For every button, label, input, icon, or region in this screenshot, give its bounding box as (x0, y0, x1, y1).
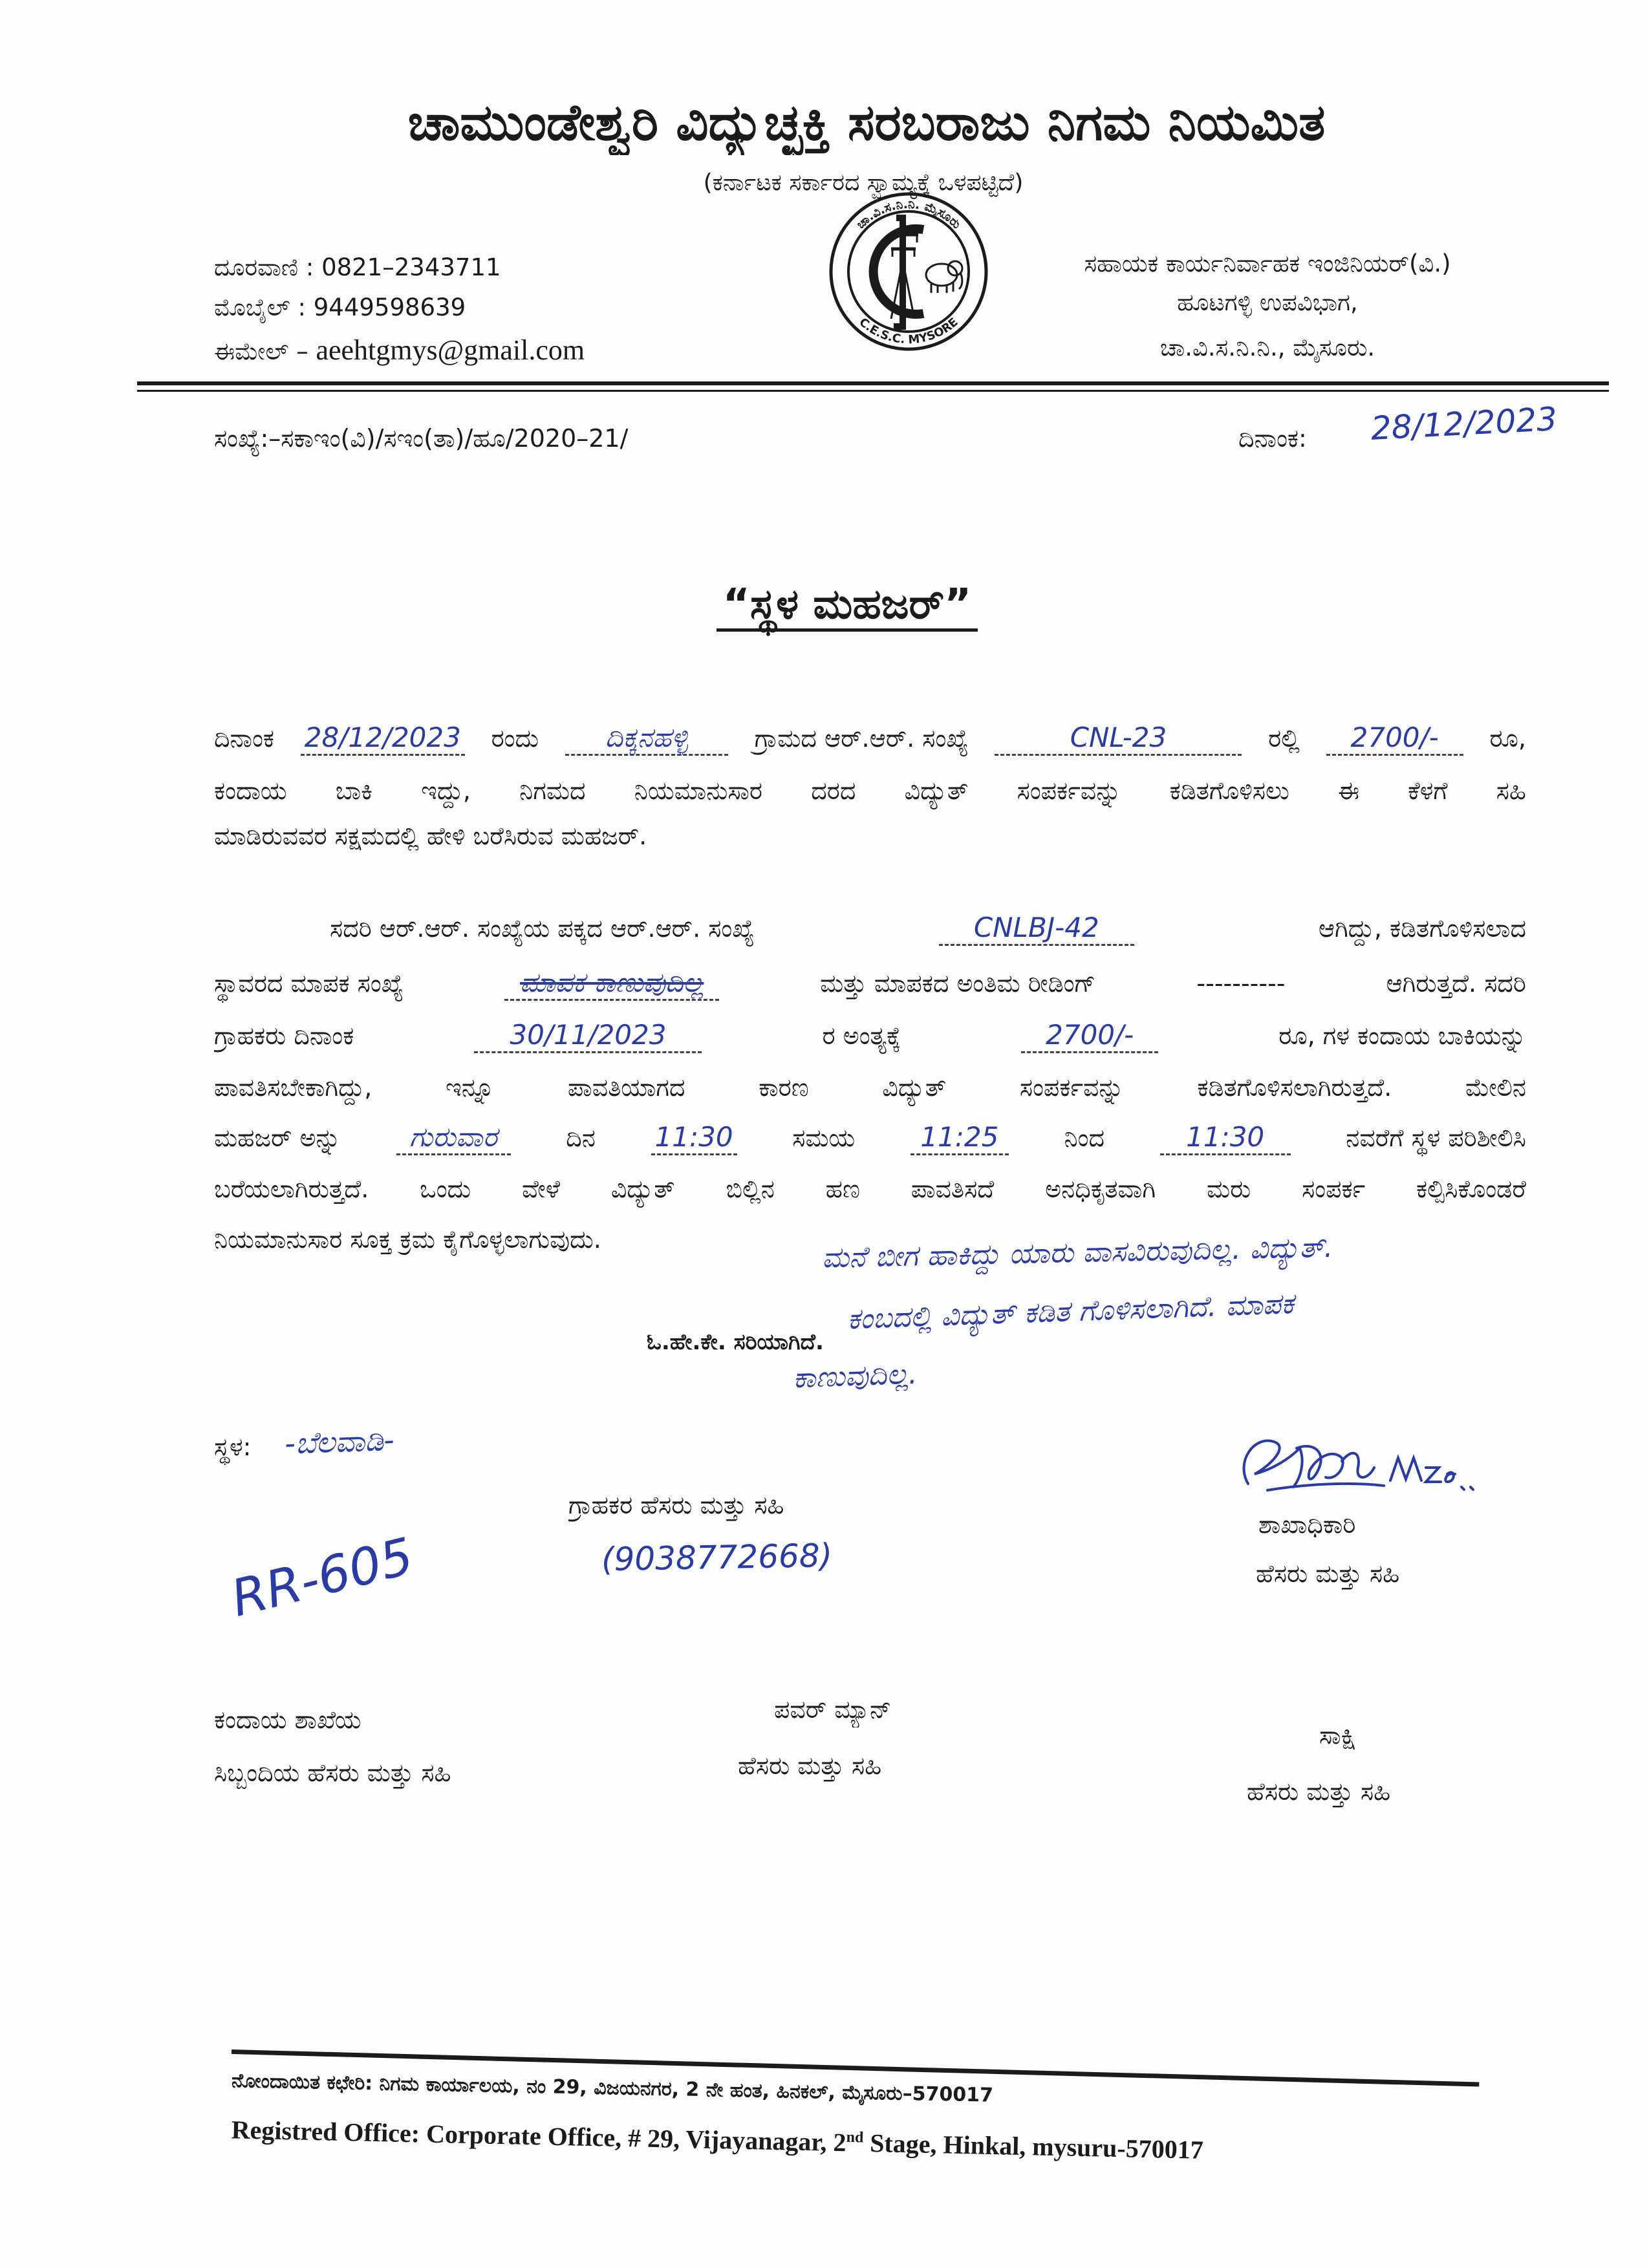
office-designation: ಸಹಾಯಕ ಕಾರ್ಯನಿರ್ವಾಹಕ ಇಂಜಿನಿಯರ್(ವಿ.) (1084, 250, 1451, 277)
email-address: aeehtgmys@gmail.com (316, 334, 585, 366)
para2-text: ರೂ, ಗಳ ಕಂದಾಯ ಬಾಕಿಯನ್ನು (1278, 1022, 1526, 1050)
para2-text: ಆಗಿರುತ್ತದೆ. ಸದರಿ (1386, 969, 1526, 998)
para1-line2: ಕಂದಾಯ ಬಾಕಿ ಇದ್ದು, ನಿಗಮದ ನಿಯಮಾನುಸಾರ ದರದ ವಿದ್ಯುತ್ ಸಂಪರ್ಕವನ್ನು ಕಡಿತಗೊಳಿಸಲು ಈ ಕೆಳಗೆ ಸಹಿ (214, 776, 1526, 805)
witness-title: ಸಾಕ್ಷಿ (1319, 1721, 1357, 1749)
fill-time-from: 11:25 (911, 1121, 1009, 1155)
email-line (214, 331, 796, 370)
section-officer-label: ಹೆಸರು ಮತ್ತು ಸಹಿ (1256, 1559, 1400, 1588)
date-label: ದಿನಾಂಕ: (1238, 424, 1307, 453)
rr-note: RR-605 (226, 1527, 419, 1629)
revenue-staff-title: ಕಂದಾಯ ಶಾಖೆಯ (214, 1706, 361, 1734)
para1-line3: ಮಾಡಿರುವವರ ಸಕ್ಷಮದಲ್ಲಿ ಹೇಳಿ ಬರೆಸಿರುವ ಮಹಜರ್. (214, 822, 647, 850)
fill-time-to: 11:30 (1160, 1121, 1291, 1155)
fill-due-date: 30/11/2023 (474, 1019, 702, 1053)
para1-line1 (214, 718, 1526, 759)
powerman-title: ಪವರ್ ಮ್ಯಾನ್ (774, 1695, 892, 1724)
email-label: ಈಮೇಲ್ – (214, 337, 308, 365)
fill-meter-number-struck: ಮಾಪಕ ಕಾಣುವುದಿಲ್ಲ (504, 967, 719, 1001)
logo-arc-bottom-text: C.E.S.C. MYSORE (856, 315, 961, 347)
para2-text: ಸ್ಥಾವರದ ಮಾಪಕ ಸಂಖ್ಯೆ (214, 969, 404, 998)
remark-line-1: ಮನೆ ಬೀಗ ಹಾಕಿದ್ದು ಯಾರು ವಾಸವಿರುವುದಿಲ್ಲ. ವಿದ್ಯುತ್. (821, 1230, 1333, 1275)
fill-adjacent-rr: CNLBJ-42 (939, 912, 1134, 946)
fill-due-amount: 2700/- (1021, 1019, 1158, 1053)
para2-line1 (330, 908, 1526, 949)
para2-text: ನವರೆಗೆ ಸ್ಥಳ ಪರಿಶೀಲಿಸಿ (1346, 1124, 1526, 1152)
phone-line: ದೂರವಾಣಿ : 0821–2343711 (214, 253, 501, 281)
remark-line-2: ಕಂಬದಲ್ಲಿ ವಿದ್ಯುತ್ ಕಡಿತ ಗೊಳಿಸಲಾಗಿದೆ. ಮಾಪಕ (846, 1287, 1295, 1336)
para1-text: ಗ್ರಾಮದ ಆರ್.ಆರ್. ಸಂಖ್ಯೆ (754, 724, 969, 753)
para2-line3 (214, 1015, 1526, 1056)
document-title (647, 579, 1048, 637)
consumer-phone: (9038772668) (601, 1536, 833, 1579)
footer-en-part2: Stage, Hinkal, mysuru-570017 (863, 2128, 1204, 2165)
para1-text: ರಂದು (491, 724, 539, 753)
para1-text: ದಿನಾಂಕ (214, 724, 275, 753)
footer-registered-office-kannada: ನೋಂದಾಯಿತ ಕಛೇರಿ: ನಿಗಮ ಕಾರ್ಯಾಲಯ, ನಂ 29, ವಿಜಯನಗರ, 2 ನೇ ಹಂತ, ಹಿನಕಲ್, ಮೈಸೂರು–570017 (231, 2070, 994, 2107)
logo-letter-c (874, 229, 923, 314)
para2-text: ನಿಂದ (1064, 1124, 1105, 1152)
organization-name: ಚಾಮುಂಡೇಶ್ವರಿ ವಿದ್ಯುಚ್ಛಕ್ತಿ ಸರಬರಾಜು ನಿಗಮ ನಿಯಮಿತ (407, 94, 1326, 152)
para2-text: ಸಮಯ (792, 1124, 856, 1152)
para2-text: ದಿನ (566, 1124, 596, 1152)
header-rule-thick (137, 381, 1609, 385)
remark-line-3: ಕಾಣುವುದಿಲ್ಲ. (792, 1357, 918, 1395)
date-handwritten: 28/12/2023 (1370, 400, 1558, 447)
para1-text: ರಲ್ಲಿ (1268, 724, 1300, 753)
office-subdivision: ಹೂಟಗಳ್ಳಿ ಉಪವಿಭಾಗ, (1177, 288, 1358, 316)
logo-outer-ring (831, 194, 986, 349)
footer-en-part1: Registred Office: Corporate Office, # 29, Vijayanagar, 2 (231, 2115, 847, 2157)
para2-text: ಗ್ರಾಹಕರು ದಿನಾಂಕ (214, 1022, 354, 1050)
footer-en-ordinal: nd (846, 2128, 864, 2146)
place-label: ಸ್ಥಳ: (214, 1433, 252, 1461)
oh-line-note: ಓ.ಹೇ.ಕೇ. ಸರಿಯಾಗಿದೆ. (647, 1329, 824, 1355)
logo-elephant (926, 261, 962, 293)
fill-date: 28/12/2023 (301, 722, 465, 756)
para2-line7: ನಿಯಮಾನುಸಾರ ಸೂಕ್ತ ಕ್ರಮ ಕೈಗೊಳ್ಳಲಾಗುವುದು. (214, 1225, 601, 1254)
organization-subtitle: (ಕರ್ನಾಟಕ ಸರ್ಕಾರದ ಸ್ವಾಮ್ಯಕ್ಕೆ ಒಳಪಟ್ಟಿದೆ) (703, 169, 1024, 196)
cesc-logo (826, 189, 991, 354)
fill-day: ಗುರುವಾರ (396, 1121, 511, 1155)
fill-time: 11:30 (651, 1121, 737, 1155)
header-rule-thin (137, 390, 1609, 392)
revenue-staff-label: ಸಿಬ್ಬಂದಿಯ ಹೆಸರು ಮತ್ತು ಸಹಿ (214, 1759, 451, 1787)
section-officer-signature (1229, 1422, 1487, 1506)
para2-text: ಆಗಿದ್ದು, ಕಡಿತಗೊಳಿಸಲಾದ (1318, 914, 1526, 943)
fill-amount: 2700/- (1326, 722, 1463, 756)
witness-label: ಹೆಸರು ಮತ್ತು ಸಹಿ (1247, 1777, 1391, 1806)
reference-number: ಸಂಖ್ಯೆ:–ಸಕಾಇಂ(ವಿ)/ಸಇಂ(ತಾ)/ಹೂ/2020–21/ (214, 424, 629, 453)
logo-arc-top-text: ಚಾ.ವಿ.ಸ.ನಿ.ನಿ. ಮೈಸೂರು (853, 197, 964, 232)
para2-text: ಸದರಿ ಆರ್.ಆರ್. ಸಂಖ್ಯೆಯ ಪಕ್ಕದ ಆರ್.ಆರ್. ಸಂಖ್ಯೆ (330, 914, 755, 943)
document-title-text: “ಸ್ಥಳ ಮಹಜರ್” (717, 581, 978, 632)
para2-text: ಮಹಜರ್ ಅನ್ನು (214, 1124, 341, 1152)
para1-text: ರೂ, (1489, 724, 1526, 753)
mobile-line: ಮೊಬೈಲ್ : 9449598639 (214, 294, 466, 321)
para2-text: ರ ಅಂತ್ಯಕ್ಕೆ (822, 1022, 901, 1050)
consumer-signature-label: ಗ್ರಾಹಕರ ಹೆಸರು ಮತ್ತು ಸಹಿ (568, 1491, 784, 1519)
para2-line6: ಬರೆಯಲಾಗಿರುತ್ತದೆ. ಒಂದು ವೇಳೆ ವಿದ್ಯುತ್ ಬಿಲ್ಲಿನ ಹಣ ಪಾವತಿಸದೆ ಅನಧಿಕೃತವಾಗಿ ಮರು ಸಂಪರ್ಕ ಕಲ್ಪಿಸಿಕೊಂಡರೆ (214, 1175, 1526, 1203)
office-company-city: ಚಾ.ವಿ.ಸ.ನಿ.ನಿ., ಮೈಸೂರು. (1159, 334, 1375, 361)
para2-line4: ಪಾವತಿಸಬೇಕಾಗಿದ್ದು, ಇನ್ನೂ ಪಾವತಿಯಾಗದ ಕಾರಣ ವಿದ್ಯುತ್ ಸಂಪರ್ಕವನ್ನು ಕಡಿತಗೊಳಿಸಲಾಗಿರುತ್ತದೆ. ಮೇಲಿನ (214, 1073, 1526, 1102)
para2-text: ಮತ್ತು ಮಾಪಕದ ಅಂತಿಮ ರೀಡಿಂಗ್ (820, 969, 1096, 998)
fill-village: ದಿಕ್ಕನಹಳ್ಳಿ (565, 722, 728, 756)
place-value: -ಬೆಲವಾಡಿ- (284, 1422, 395, 1461)
section-officer-title: ಶಾಖಾಧಿಕಾರಿ (1258, 1510, 1356, 1539)
blank-final-reading: ---------- (1196, 969, 1286, 998)
fill-rr-number: CNL-23 (995, 722, 1242, 756)
powerman-label: ಹೆಸರು ಮತ್ತು ಸಹಿ (738, 1751, 882, 1780)
para2-line2 (214, 963, 1526, 1004)
para2-line5 (214, 1117, 1526, 1159)
